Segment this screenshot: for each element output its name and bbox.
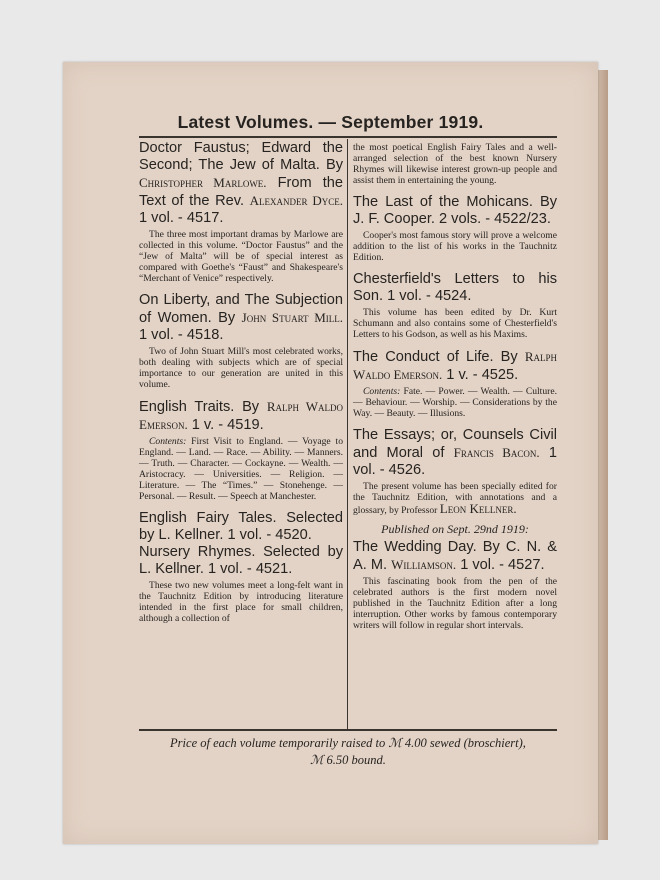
price-notice (139, 735, 557, 769)
published-notice: Published on Sept. 29nd 1919: (381, 522, 529, 536)
contents-label: Contents: (149, 436, 187, 447)
top-rule (139, 136, 557, 138)
entry-on-liberty (139, 292, 343, 390)
entry-volume: 1 vol. - 4520. (227, 527, 312, 543)
entry-title: The Last of the Mohicans. By J. F. Cooper. (353, 194, 557, 227)
entry-extra: From the Text of the Rev. (139, 175, 343, 209)
entry-title: The Conduct of Life. By (353, 349, 518, 365)
entry-conduct-of-life (353, 348, 557, 419)
entry-volume: 1 vol. - 4526. (353, 445, 557, 478)
entry-author: Williamson. (391, 557, 457, 572)
continued-description: the most poetical English Fairy Tales and a well-arranged selection of the best known Nursery Rhymes will likewise interest grown-up people and assist them in entertaining the young. (353, 142, 557, 186)
entry-title: The Wedding Day. By C. N. & A. M. (353, 539, 557, 573)
entry-english-fairy-tales (139, 510, 343, 544)
entry-author: John Stuart Mill. (241, 310, 344, 325)
entry-volume: 1 v. - 4525. (446, 367, 519, 383)
entry-chesterfield-letters (353, 271, 557, 340)
entry-title: Chesterfield's Letters to his Son. (353, 271, 557, 304)
entry-volume: 1 vol. - 4517. (139, 210, 224, 226)
entry-description: Fate. — Power. — Wealth. — Culture. — Behaviour. — Worship. — Considerations by the Way. — Beauty. — Illusions. (353, 386, 557, 419)
price-line-1: Price of each volume temporarily raised to ℳ 4.00 sewed (broschiert), (170, 736, 526, 750)
entry-description: This volume has been edited by Dr. Kurt Schumann and also contains some of Chesterfield's Letters to his Godson, as well as his Maxims. (353, 307, 557, 340)
entry-title: Nursery Rhymes. Selected by L. Kellner. (139, 544, 343, 577)
entry-description: This fascinating book from the pen of the celebrated authors is the first modern novel published in the Tauchnitz Edition after a long interruption. Other works by famous contemporary writers will follow in regular short intervals. (353, 576, 557, 631)
left-column (139, 140, 343, 624)
page-title: Latest Volumes. — September 1919. (177, 112, 484, 132)
entry-description: Cooper's most famous story will prove a welcome addition to the list of his works in the Tauchnitz Edition. (353, 230, 557, 263)
entry-author: Ralph Waldo Emerson. (353, 349, 557, 382)
entry-description-author: Leon Kellner. (439, 501, 517, 516)
entry-title: English Fairy Tales. Selected by L. Kellner. (139, 510, 343, 543)
column-divider (347, 139, 348, 729)
entry-doctor-faustus (139, 140, 343, 284)
entry-english-traits (139, 398, 343, 502)
entry-description: Two of John Stuart Mill's most celebrated works, both dealing with subjects which are of special importance to our generation are united in this volume. (139, 346, 343, 390)
entry-title: Doctor Faustus; Edward the Second; The Jew of Malta. By (139, 140, 343, 173)
entry-title: The Essays; or, Counsels Civil and Moral of (353, 427, 557, 461)
entry-description: The three most important dramas by Marlowe are collected in this volume. “Doctor Faustus” and the “Jew of Malta” will be of special interest as compared with Goethe's “Faust” and Shakespeare's “Merchant of Venice” respectively. (139, 229, 343, 284)
entry-volume: 1 vol. - 4527. (460, 557, 545, 573)
entry-title: On Liberty, and The Subjection of Women. By (139, 292, 343, 326)
entry-author: Francis Bacon. (453, 445, 540, 460)
entry-description: The present volume has been specially edited for the Tauchnitz Edition, with annotations and a glossary, by Professor (353, 481, 557, 516)
entry-editor: Alexander Dyce. (249, 193, 343, 208)
entry-title: English Traits. By (139, 399, 260, 415)
bottom-rule (139, 729, 557, 731)
entry-volume: 1 vol. - 4521. (207, 561, 293, 577)
entry-description: These two new volumes meet a long-felt want in the Tauchnitz Edition by introducing literature intended in the first place for small children, although a collection of (139, 580, 343, 624)
entry-author: Christopher Marlowe. (139, 175, 267, 190)
entry-volume: 1 v. - 4519. (191, 417, 264, 433)
entry-volume: 2 vols. - 4522/23. (439, 211, 551, 227)
entry-volume: 1 vol. - 4518. (139, 327, 224, 343)
entry-nursery-rhymes (139, 544, 343, 624)
right-column (353, 140, 557, 631)
entry-description: First Visit to England. — Voyage to England. — Land. — Race. — Ability. — Manners. — Truth. — Character. — Cockayne. — Wealth. — Aristocracy. — Universities. — Religion. — Literature. — The “Times.” — Stonehenge. — Personal. — Result. — Speech at Manchester. (139, 436, 343, 502)
entry-wedding-day (353, 539, 557, 631)
book-spine-edge (598, 70, 608, 840)
entry-bacon-essays (353, 427, 557, 516)
contents-label: Contents: (363, 386, 401, 397)
entry-author: Ralph Waldo Emerson. (139, 399, 343, 432)
entry-last-of-mohicans (353, 194, 557, 263)
price-line-2: ℳ 6.50 bound. (310, 753, 386, 767)
entry-volume: 1 vol. - 4524. (387, 288, 472, 304)
book-back-cover (63, 62, 598, 844)
